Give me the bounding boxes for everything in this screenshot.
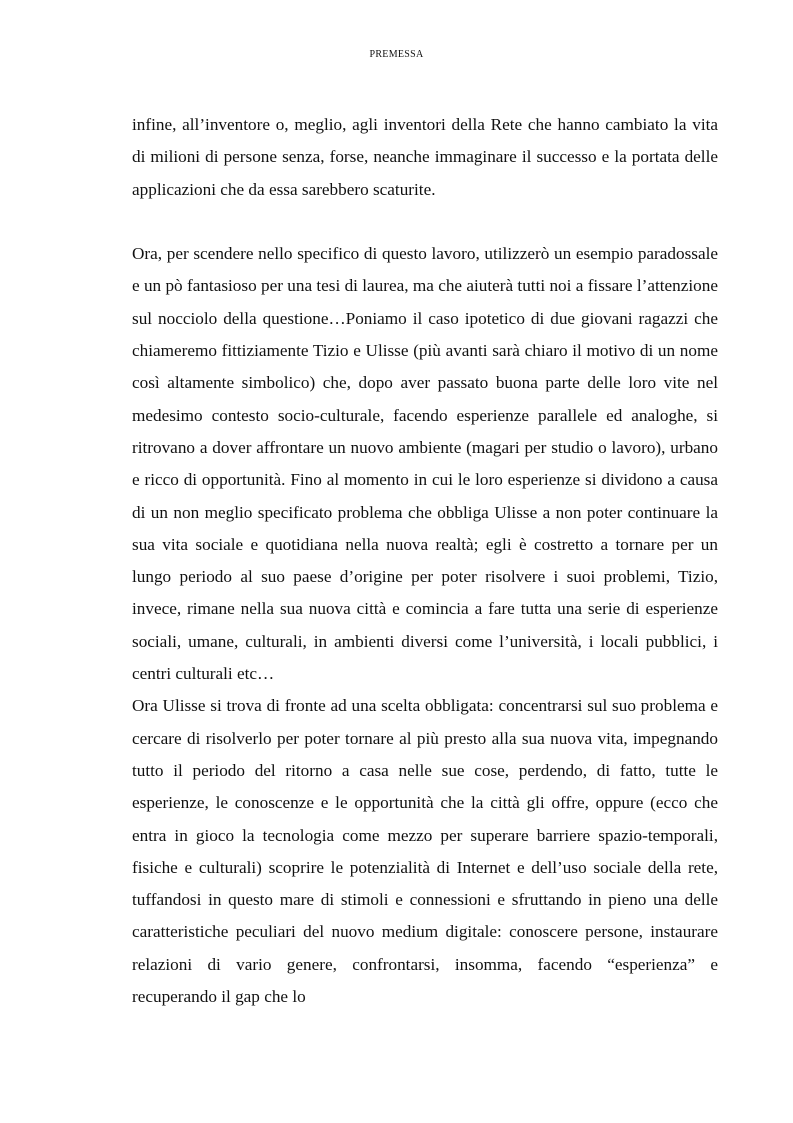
body-text — [132, 109, 718, 1013]
paragraph-2: Ora, per scendere nello specifico di questo lavoro, utilizzerò un esempio paradossale e un pò fantasioso per una tesi di laurea, ma che aiuterà tutti noi a fissare l’attenzione sul nocciolo della questione…Poniamo il caso ipotetico di due giovani ragazzi che chiameremo fittiziamente Tizio e Ulisse (più avanti sarà chiaro il motivo di un nome così altamente simbolico) che, dopo aver passato buona parte delle loro vite nel medesimo contesto socio-culturale, facendo esperienze parallele ed analoghe, si ritrovano a dover affrontare un nuovo ambiente (magari per studio o lavoro), urbano e ricco di opportunità. Fino al momento in cui le loro esperienze si dividono a causa di un non meglio specificato problema che obbliga Ulisse a non poter continuare la sua vita sociale e quotidiana nella nuova realtà; egli è costretto a tornare per un lungo periodo al suo paese d’origine per poter risolvere i suoi problemi, Tizio, invece, rimane nella sua nuova città e comincia a fare tutta una serie di esperienze sociali, umane, culturali, in ambienti diversi come l’università, i locali pubblici, i centri culturali etc… — [132, 244, 718, 684]
paragraph-1: infine, all’inventore o, meglio, agli inventori della Rete che hanno cambiato la vita di milioni di persone senza, forse, neanche immaginare il successo e la portata delle applicazioni che da essa sarebbero scaturite. — [132, 115, 718, 199]
page-header: PREMESSA — [369, 49, 424, 60]
paragraph-3: Ora Ulisse si trova di fronte ad una scelta obbligata: concentrarsi sul suo problema e cercare di risolverlo per poter tornare al più presto alla sua nuova vita, impegnando tutto il periodo del ritorno a casa nelle sue cose, perdendo, di fatto, tutte le esperienze, le conoscenze e le opportunità che la città gli offre, oppure (ecco che entra in gioco la tecnologia come mezzo per superare barriere spazio-temporali, fisiche e culturali) scoprire le potenzialità di Internet e dell’uso sociale della rete, tuffandosi in questo mare di stimoli e connessioni e sfruttando in pieno una delle caratteristiche peculiari del nuovo medium digitale: conoscere persone, instaurare relazioni di vario genere, confrontarsi, insomma, facendo “esperienza” e recuperando il gap che lo — [132, 696, 718, 1007]
